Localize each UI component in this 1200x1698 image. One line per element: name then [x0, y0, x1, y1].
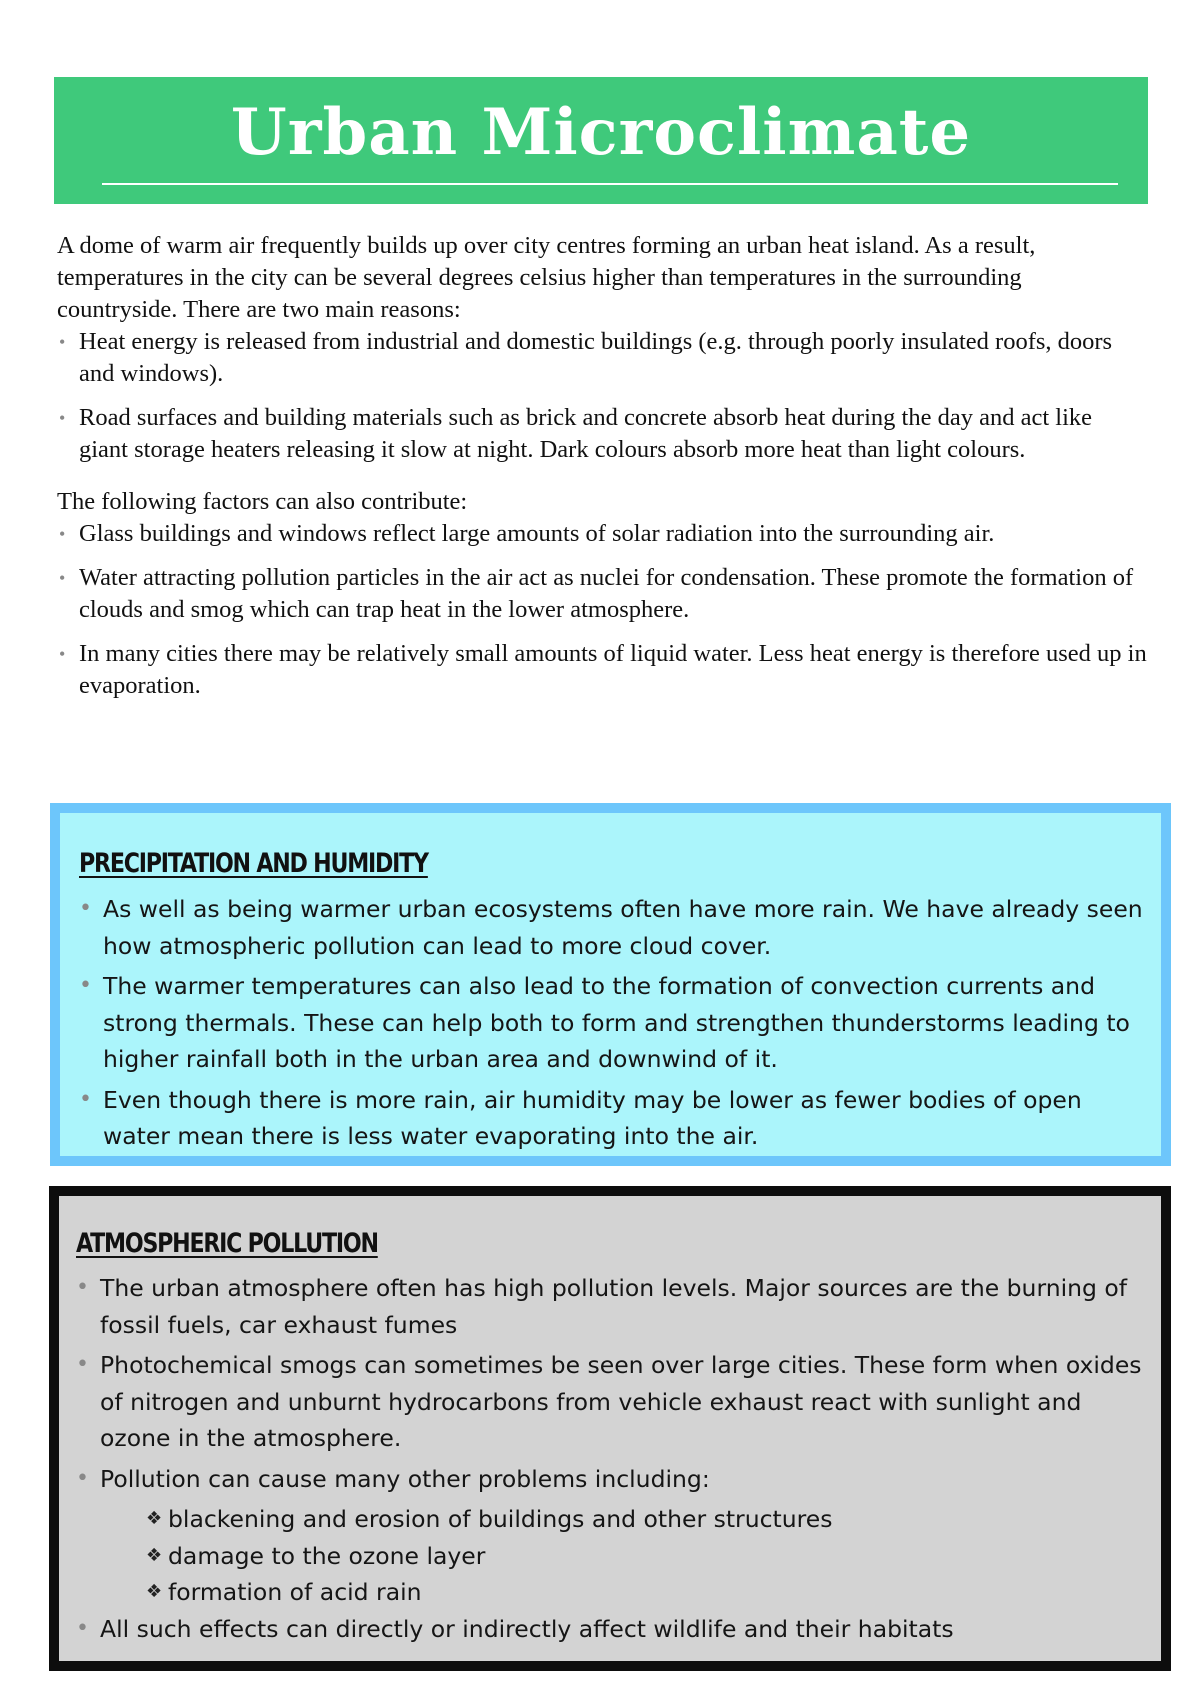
intro-paragraph: A dome of warm air frequently builds up over city centres forming an urban heat island. As a result, temperatures in the city can be several degrees celsius higher than temperatures in the surrounding countryside. There are two main reasons: [57, 232, 1036, 323]
list-item: • All such effects can directly or indirectly affect wildlife and their habitats [76, 1611, 1156, 1648]
list-item: • As well as being warmer urban ecosystems often have more rain. We have already seen how atmospheric pollution can lead to more cloud cover. [79, 891, 1149, 964]
list-item: • The urban atmosphere often has high pollution levels. Major sources are the burning of fossil fuels, car exhaust fumes [76, 1270, 1156, 1343]
sub-list-item: ❖ damage to the ozone layer [76, 1538, 1156, 1575]
pollution-list [76, 1270, 1156, 1651]
list-item: • Pollution can cause many other problems including: [76, 1461, 1156, 1498]
page-title: Urban Microclimate [230, 95, 972, 170]
humidity-heading: PRECIPITATION AND HUMIDITY [79, 848, 428, 879]
reasons-list [57, 326, 1147, 466]
humidity-list [79, 891, 1149, 1159]
list-item: • Glass buildings and windows reflect large amounts of solar radiation into the surrounding air. [57, 518, 1147, 550]
factors-lead: The following factors can also contribute: [57, 488, 468, 515]
factors-list [57, 518, 1147, 702]
pollution-heading: ATMOSPHERIC POLLUTION [76, 1228, 378, 1259]
title-underline [102, 183, 1118, 185]
intro-section [57, 230, 1147, 714]
list-item: • Heat energy is released from industrial and domestic buildings (e.g. through poorly insulated roofs, doors and windows). [57, 326, 1147, 390]
title-banner [54, 77, 1148, 204]
humidity-box [50, 803, 1171, 1166]
list-item: • Even though there is more rain, air humidity may be lower as fewer bodies of open water mean there is less water evaporating into the air. [79, 1082, 1149, 1155]
sub-list-item: ❖ blackening and erosion of buildings and other structures [76, 1501, 1156, 1538]
list-item: • Road surfaces and building materials such as brick and concrete absorb heat during the day and act like giant storage heaters releasing it slow at night. Dark colours absorb more heat than light colours. [57, 402, 1147, 466]
pollution-box [49, 1186, 1171, 1671]
list-item: • In many cities there may be relatively small amounts of liquid water. Less heat energy is therefore used up in evaporation. [57, 638, 1147, 702]
list-item: • The warmer temperatures can also lead to the formation of convection currents and strong thermals. These can help both to form and strengthen thunderstorms leading to higher rainfall both in the urban area and downwind of it. [79, 968, 1149, 1078]
list-item: • Photochemical smogs can sometimes be seen over large cities. These form when oxides of nitrogen and unburnt hydrocarbons from vehicle exhaust react with sunlight and ozone in the atmosphere. [76, 1347, 1156, 1457]
sub-list-item: ❖ formation of acid rain [76, 1574, 1156, 1611]
list-item: • Water attracting pollution particles in the air act as nuclei for condensation. These promote the formation of clouds and smog which can trap heat in the lower atmosphere. [57, 562, 1147, 626]
